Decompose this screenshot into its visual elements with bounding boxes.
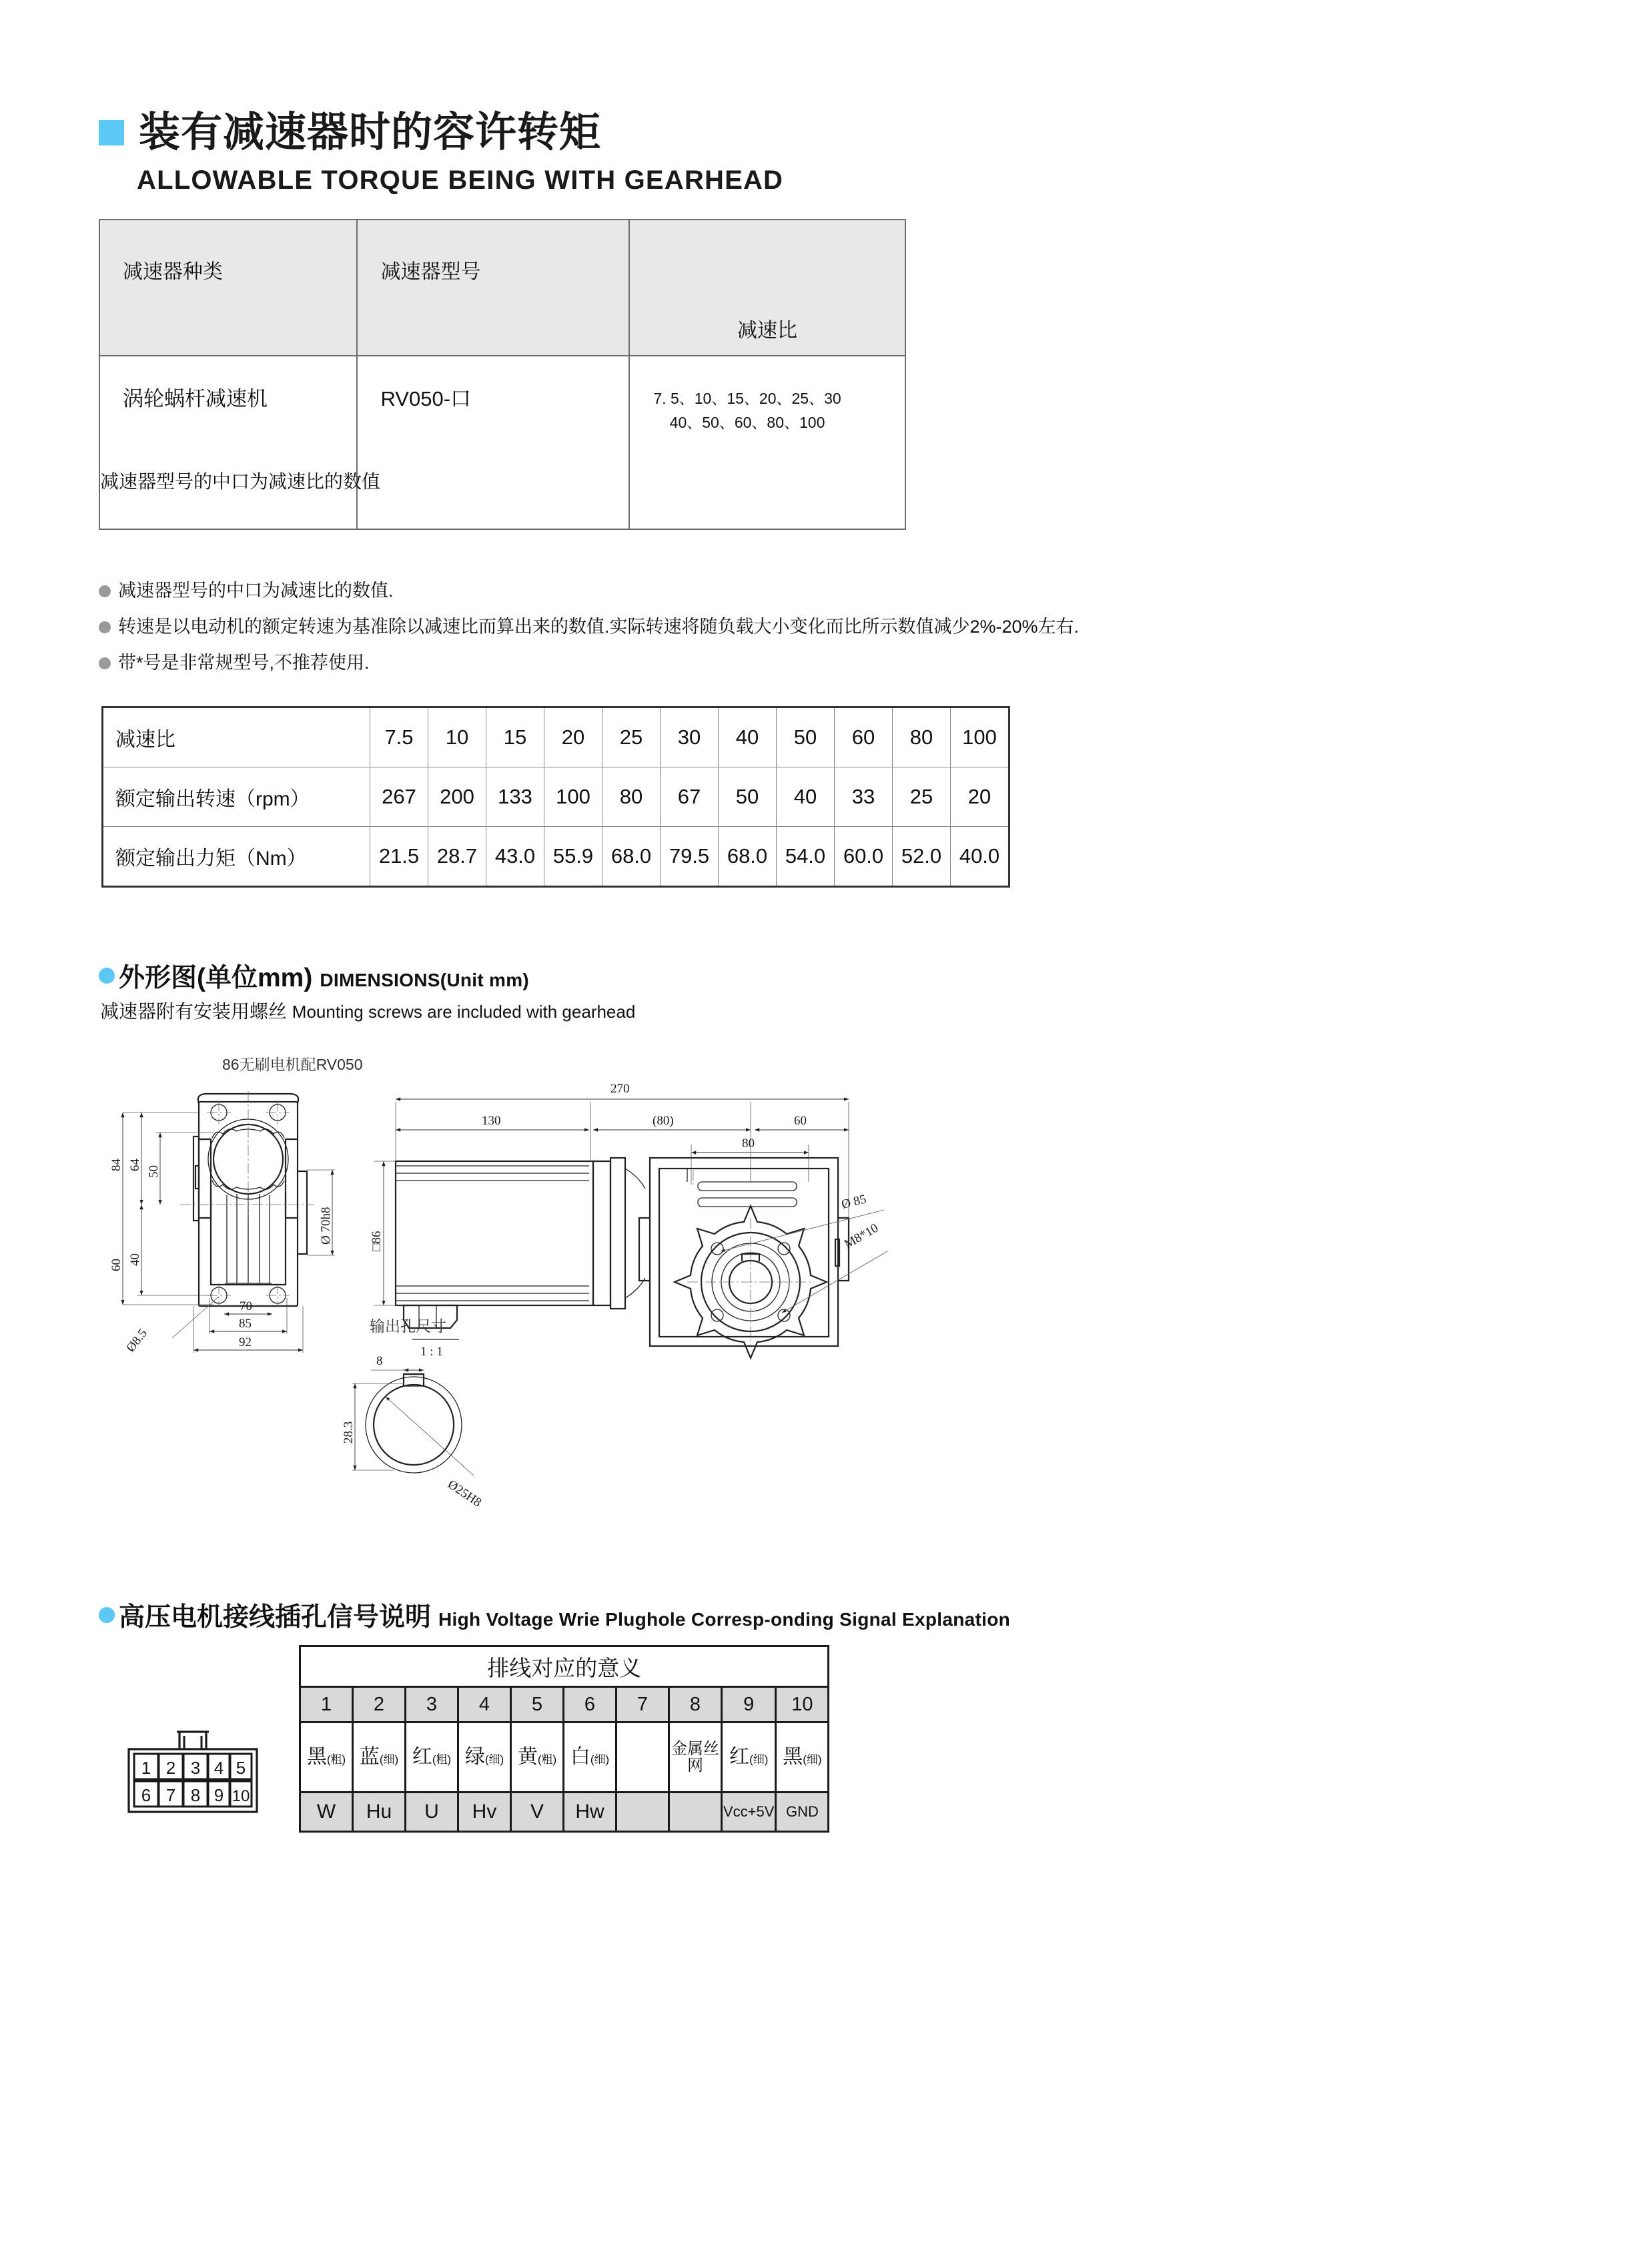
cell-ratio: 15 bbox=[486, 707, 544, 767]
cell-speed: 67 bbox=[661, 767, 719, 827]
pin-6: 6 bbox=[141, 1785, 151, 1805]
wiring-signal-cell: W bbox=[300, 1793, 353, 1832]
wiring-signal-cell: Hv bbox=[458, 1793, 511, 1832]
wire-color: 黄 bbox=[517, 1745, 538, 1768]
pin-7: 7 bbox=[165, 1785, 176, 1805]
dim-motor-square: □86 bbox=[370, 1231, 384, 1251]
dim-50: 50 bbox=[147, 1165, 161, 1178]
cell-speed: 200 bbox=[428, 767, 486, 827]
wiring-pin-number: 3 bbox=[406, 1687, 458, 1722]
ratios-line-1: 7. 5、10、15、20、25、30 bbox=[653, 390, 841, 407]
row-label: 减速比 bbox=[103, 707, 370, 767]
cell-ratio: 10 bbox=[428, 707, 486, 767]
dim-85: 85 bbox=[239, 1317, 252, 1331]
header-cell-type: 减速器种类 bbox=[99, 220, 357, 356]
wiring-section-heading bbox=[99, 1596, 1010, 1634]
connector-pinout-diagram bbox=[122, 1718, 276, 1822]
bullet-icon bbox=[99, 621, 111, 633]
wiring-pin-number: 9 bbox=[722, 1687, 776, 1722]
wire-color: 黑 bbox=[306, 1745, 327, 1768]
pin-10: 10 bbox=[232, 1787, 250, 1805]
table-row-ratio bbox=[103, 707, 1009, 767]
cell-torque: 79.5 bbox=[661, 827, 719, 887]
cell-ratio: 80 bbox=[893, 707, 951, 767]
table-header-row bbox=[99, 220, 905, 356]
title-accent-square bbox=[99, 120, 124, 145]
header-cell-model: 减速器型号 bbox=[357, 220, 629, 356]
cell-speed: 33 bbox=[835, 767, 893, 827]
wiring-signal-row bbox=[300, 1793, 829, 1832]
row-label: 额定输出力矩（Nm） bbox=[103, 827, 370, 887]
cell-ratio: 100 bbox=[951, 707, 1009, 767]
wire-color: 绿 bbox=[464, 1745, 485, 1768]
cell-ratio: 7.5 bbox=[370, 707, 428, 767]
pin-8: 8 bbox=[190, 1785, 201, 1805]
cell-ratio: 40 bbox=[719, 707, 777, 767]
wiring-color-cell-empty bbox=[616, 1722, 669, 1793]
dim-flange-dia: Ø 85 bbox=[840, 1192, 868, 1212]
dim-80-ref: (80) bbox=[653, 1114, 674, 1128]
cell-ratio: 20 bbox=[544, 707, 602, 767]
wire-gauge: (细) bbox=[803, 1752, 822, 1766]
pin-1: 1 bbox=[141, 1758, 151, 1778]
cell-gearhead-model: RV050-口 bbox=[357, 356, 629, 529]
dim-key-depth: 28.3 bbox=[342, 1421, 356, 1444]
cell-ratio: 30 bbox=[661, 707, 719, 767]
cell-torque: 21.5 bbox=[370, 827, 428, 887]
output-hole-detail bbox=[342, 1317, 484, 1510]
wire-color: 白 bbox=[570, 1745, 590, 1768]
dimensions-heading-cn: 外形图(单位mm) bbox=[119, 964, 313, 992]
cell-torque: 40.0 bbox=[951, 827, 1009, 887]
drawing-title-text: 86无刷电机配RV050 bbox=[222, 1056, 363, 1073]
dimensions-subnote-en: Mounting screws are included with gearhead bbox=[292, 1002, 636, 1022]
dimension-drawing bbox=[100, 1051, 967, 1545]
dimensions-subnote bbox=[100, 997, 635, 1024]
cell-gearhead-ratios bbox=[629, 356, 905, 529]
cell-speed: 267 bbox=[370, 767, 428, 827]
dim-60-out: 60 bbox=[794, 1114, 807, 1128]
table-row-torque bbox=[103, 827, 1009, 887]
dim-270: 270 bbox=[610, 1082, 630, 1096]
dim-thread: M8*10 bbox=[842, 1221, 881, 1252]
wiring-pin-number: 1 bbox=[300, 1687, 353, 1722]
cell-speed: 100 bbox=[544, 767, 602, 827]
dim-bore: Ø25H8 bbox=[445, 1477, 484, 1510]
drawing-svg bbox=[100, 1051, 967, 1545]
pin-2: 2 bbox=[165, 1758, 176, 1778]
note-text: 转速是以电动机的额定转速为基准除以减速比而算出来的数值.实际转速将随负载大小变化而比所示数值减少2%-20%左右. bbox=[118, 617, 1080, 637]
bullet-icon bbox=[99, 585, 111, 597]
wire-gauge: (细) bbox=[749, 1752, 769, 1766]
left-view bbox=[109, 1091, 335, 1355]
specification-table bbox=[101, 706, 1010, 888]
cell-torque: 43.0 bbox=[486, 827, 544, 887]
wiring-pin-number: 5 bbox=[511, 1687, 564, 1722]
wiring-signal-cell: Vcc+5V bbox=[722, 1793, 776, 1832]
wiring-color-cell bbox=[406, 1722, 458, 1793]
dim-130: 130 bbox=[482, 1114, 501, 1128]
cell-speed: 20 bbox=[951, 767, 1009, 827]
wiring-caption-row bbox=[300, 1646, 829, 1687]
bullet-dot-icon bbox=[99, 968, 115, 984]
gearbox-front-view bbox=[639, 1158, 887, 1358]
dimensions-subnote-cn: 减速器附有安装用螺丝 bbox=[100, 1001, 288, 1022]
pin-4: 4 bbox=[214, 1758, 224, 1778]
dim-70: 70 bbox=[240, 1299, 252, 1313]
dim-key-width: 8 bbox=[376, 1354, 383, 1368]
dim-80: 80 bbox=[742, 1137, 755, 1151]
wiring-color-cell bbox=[353, 1722, 406, 1793]
wire-color: 金属丝网 bbox=[671, 1739, 719, 1775]
notes-list bbox=[99, 582, 1079, 690]
wire-gauge: (细) bbox=[379, 1752, 399, 1766]
dim-92: 92 bbox=[239, 1335, 252, 1349]
title-chinese: 装有减速器时的容许转矩 bbox=[139, 109, 602, 155]
wiring-color-cell bbox=[511, 1722, 564, 1793]
table-row bbox=[99, 356, 905, 529]
wire-color: 红 bbox=[412, 1745, 432, 1768]
dim-64: 64 bbox=[128, 1159, 142, 1171]
cell-speed: 80 bbox=[602, 767, 661, 827]
bullet-icon bbox=[99, 657, 111, 669]
note-item bbox=[99, 654, 1079, 672]
wiring-pin-number: 10 bbox=[776, 1687, 829, 1722]
cell-speed: 133 bbox=[486, 767, 544, 827]
cell-torque: 55.9 bbox=[544, 827, 602, 887]
dim-mount-hole: Ø8.5 bbox=[123, 1326, 151, 1355]
cell-torque: 28.7 bbox=[428, 827, 486, 887]
wiring-pin-number: 7 bbox=[616, 1687, 669, 1722]
wiring-color-cell bbox=[458, 1722, 511, 1793]
wiring-signal-cell: Hu bbox=[353, 1793, 406, 1832]
dim-40: 40 bbox=[128, 1253, 142, 1266]
wiring-pin-number: 4 bbox=[458, 1687, 511, 1722]
note-text: 减速器型号的中口为减速比的数值. bbox=[118, 581, 394, 601]
pin-5: 5 bbox=[236, 1758, 246, 1778]
note-text: 带*号是非常规型号,不推荐使用. bbox=[118, 653, 370, 673]
wiring-color-cell bbox=[300, 1722, 353, 1793]
cell-gearhead-type: 涡轮蜗杆减速机 bbox=[99, 356, 357, 529]
cell-ratio: 60 bbox=[835, 707, 893, 767]
cell-torque: 68.0 bbox=[719, 827, 777, 887]
row-label: 额定输出转速（rpm） bbox=[103, 767, 370, 827]
cell-torque: 52.0 bbox=[893, 827, 951, 887]
dimensions-heading-en: DIMENSIONS(Unit mm) bbox=[320, 970, 530, 990]
wire-color: 红 bbox=[729, 1745, 750, 1768]
wiring-caption: 排线对应的意义 bbox=[300, 1646, 829, 1687]
wiring-signal-cell: U bbox=[406, 1793, 458, 1832]
bullet-dot-icon bbox=[99, 1607, 115, 1623]
cell-ratio: 50 bbox=[777, 707, 835, 767]
wiring-color-cell bbox=[669, 1722, 722, 1793]
connector-svg bbox=[122, 1718, 276, 1819]
wiring-signal-cell-empty bbox=[669, 1793, 722, 1832]
wire-color: 蓝 bbox=[359, 1745, 380, 1768]
dim-60: 60 bbox=[109, 1259, 123, 1271]
wiring-heading-cn: 高压电机接线插孔信号说明 bbox=[119, 1603, 432, 1632]
wiring-pin-number: 6 bbox=[564, 1687, 616, 1722]
cell-speed: 40 bbox=[777, 767, 835, 827]
output-hole-title: 输出孔尺寸 bbox=[370, 1317, 446, 1335]
wiring-color-cell bbox=[776, 1722, 829, 1793]
cell-speed: 25 bbox=[893, 767, 951, 827]
note-item bbox=[99, 582, 1079, 600]
cell-speed: 50 bbox=[719, 767, 777, 827]
header-cell-ratio: 减速比 bbox=[629, 220, 905, 356]
wire-gauge: (粗) bbox=[326, 1752, 346, 1766]
wire-gauge: (粗) bbox=[537, 1752, 557, 1766]
wiring-signal-cell: Hw bbox=[564, 1793, 616, 1832]
wire-color: 黑 bbox=[783, 1745, 803, 1768]
wiring-signal-cell-empty bbox=[616, 1793, 669, 1832]
cell-torque: 54.0 bbox=[777, 827, 835, 887]
gearhead-table-footnote: 减速器型号的中口为减速比的数值 bbox=[100, 471, 381, 492]
wire-gauge: (细) bbox=[590, 1752, 610, 1766]
title-english: ALLOWABLE TORQUE BEING WITH GEARHEAD bbox=[137, 166, 784, 195]
wiring-signal-cell: GND bbox=[776, 1793, 829, 1832]
pin-3: 3 bbox=[190, 1758, 201, 1778]
wiring-pin-number: 8 bbox=[669, 1687, 722, 1722]
motor-side-view bbox=[370, 1158, 645, 1328]
dim-84: 84 bbox=[109, 1159, 123, 1171]
dimensions-section-heading bbox=[99, 957, 529, 994]
wiring-table bbox=[299, 1645, 829, 1833]
dim-pilot-dia: Ø 70h8 bbox=[319, 1207, 333, 1245]
cell-torque: 68.0 bbox=[602, 827, 661, 887]
cell-ratio: 25 bbox=[602, 707, 661, 767]
wiring-color-row bbox=[300, 1722, 829, 1793]
note-item bbox=[99, 618, 1079, 636]
pin-9: 9 bbox=[214, 1785, 224, 1805]
wiring-pin-row bbox=[300, 1687, 829, 1722]
output-hole-scale: 1 : 1 bbox=[420, 1345, 443, 1359]
ratios-line-2: 40、50、60、80、100 bbox=[669, 413, 825, 431]
wire-gauge: (粗) bbox=[432, 1752, 452, 1766]
wiring-heading-en: High Voltage Wrie Plughole Corresp-onding Signal Explanation bbox=[438, 1609, 1011, 1630]
page-title bbox=[99, 109, 602, 155]
wire-gauge: (细) bbox=[484, 1752, 504, 1766]
wiring-pin-number: 2 bbox=[353, 1687, 406, 1722]
wiring-color-cell bbox=[722, 1722, 776, 1793]
wiring-color-cell bbox=[564, 1722, 616, 1793]
cell-torque: 60.0 bbox=[835, 827, 893, 887]
wiring-signal-cell: V bbox=[511, 1793, 564, 1832]
table-row-speed bbox=[103, 767, 1009, 827]
